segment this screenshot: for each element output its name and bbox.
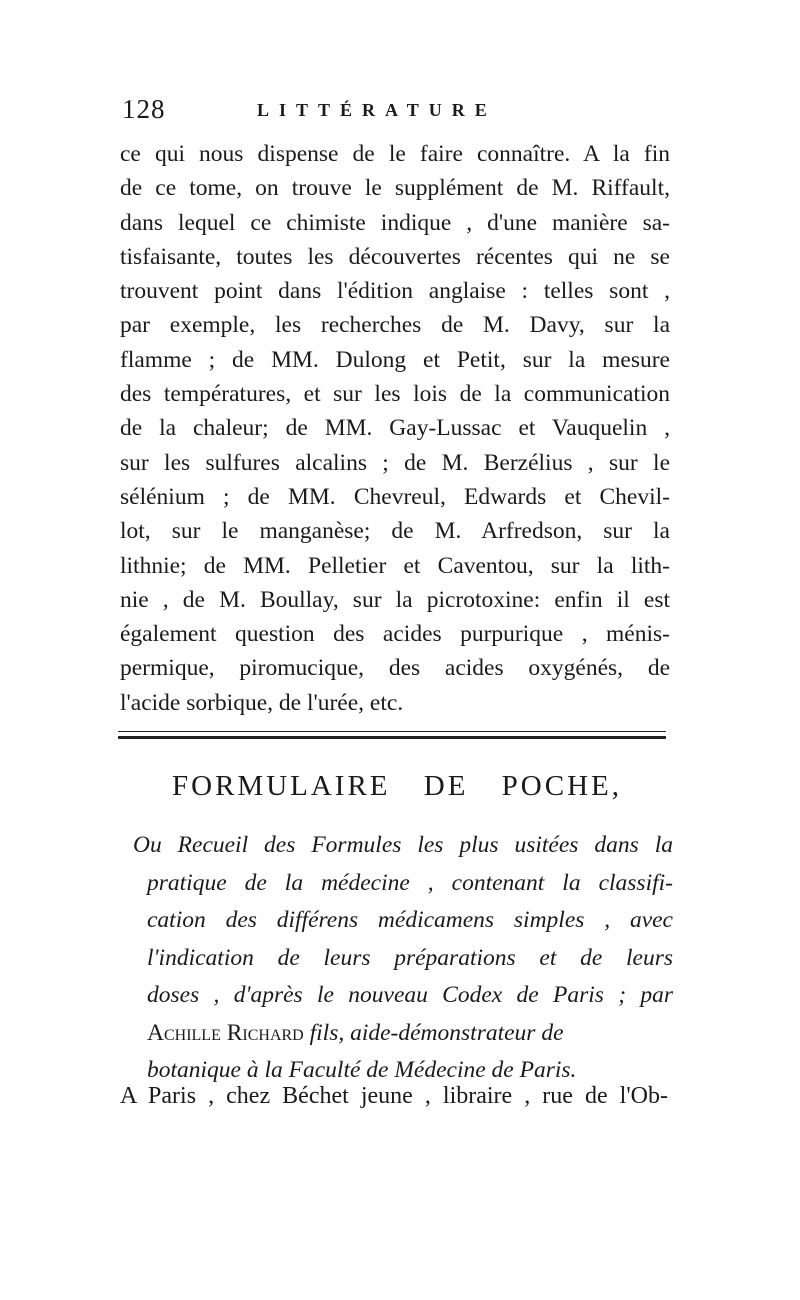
section-subtitle <box>133 827 673 1090</box>
text-line: permique, piromucique, des acides oxygénés, de <box>120 655 670 682</box>
running-title: LITTÉRATURE <box>257 100 497 120</box>
subtitle-line: l'indication de leurs préparations et de leurs <box>147 944 673 971</box>
imprint-line: A Paris , chez Béchet jeune , libraire , rue de l'Ob- <box>120 1083 668 1109</box>
text-line: ce qui nous dispense de le faire connaître. A la fin <box>120 141 670 167</box>
text-line: sélénium ; de MM. Chevreul, Edwards et Chevil- <box>120 483 670 510</box>
text-line: nie , de M. Boullay, sur la picrotoxine: enfin il est <box>120 586 670 613</box>
page-number: 128 <box>122 94 166 124</box>
text-line: des températures, et sur les lois de la communication <box>120 381 670 408</box>
divider-rule-thick <box>118 736 666 739</box>
subtitle-line: cation des différens médicamens simples , avec <box>147 907 673 933</box>
subtitle-line: doses , d'après le nouveau Codex de Paris ; par <box>147 982 673 1008</box>
text-line: sur les sulfures alcalins ; de M. Berzélius , sur le <box>120 449 670 476</box>
text-line: lot, sur le manganèse; de M. Arfredson, sur la <box>120 518 670 545</box>
text-line: dans lequel ce chimiste indique , d'une manière sa- <box>120 209 670 236</box>
text-line: de la chaleur; de MM. Gay-Lussac et Vauquelin , <box>120 415 670 442</box>
divider-rule-thin <box>118 731 666 732</box>
author-name: Achille Richard <box>147 1019 304 1046</box>
subtitle-line: Ou Recueil des Formules les plus usitées dans la <box>133 832 673 858</box>
text-line: trouvent point dans l'édition anglaise : telles sont , <box>120 278 670 305</box>
section-title: FORMULAIRE DE POCHE, <box>172 770 622 802</box>
subtitle-line: botanique à la Faculté de Médecine de Paris. <box>147 1057 577 1083</box>
running-head <box>122 94 667 134</box>
author-line-rest: fils, aide-démonstrateur de <box>309 1019 564 1046</box>
text-line: flamme ; de MM. Dulong et Petit, sur la mesure <box>120 346 670 373</box>
section-divider <box>118 731 666 739</box>
body-paragraph <box>120 137 670 720</box>
subtitle-line: pratique de la médecine , contenant la classifi- <box>147 869 673 896</box>
author-line <box>133 1015 673 1053</box>
text-line: l'acide sorbique, de l'urée, etc. <box>120 689 404 716</box>
text-line: également question des acides purpurique , ménis- <box>120 621 670 648</box>
text-line: lithnie; de MM. Pelletier et Caventou, sur la lith- <box>120 552 670 579</box>
text-line: par exemple, les recherches de M. Davy, sur la <box>120 312 670 339</box>
text-line: de ce tome, on trouve le supplément de M. Riffault, <box>120 175 670 202</box>
text-line: tisfaisante, toutes les découvertes récentes qui ne se <box>120 243 670 270</box>
